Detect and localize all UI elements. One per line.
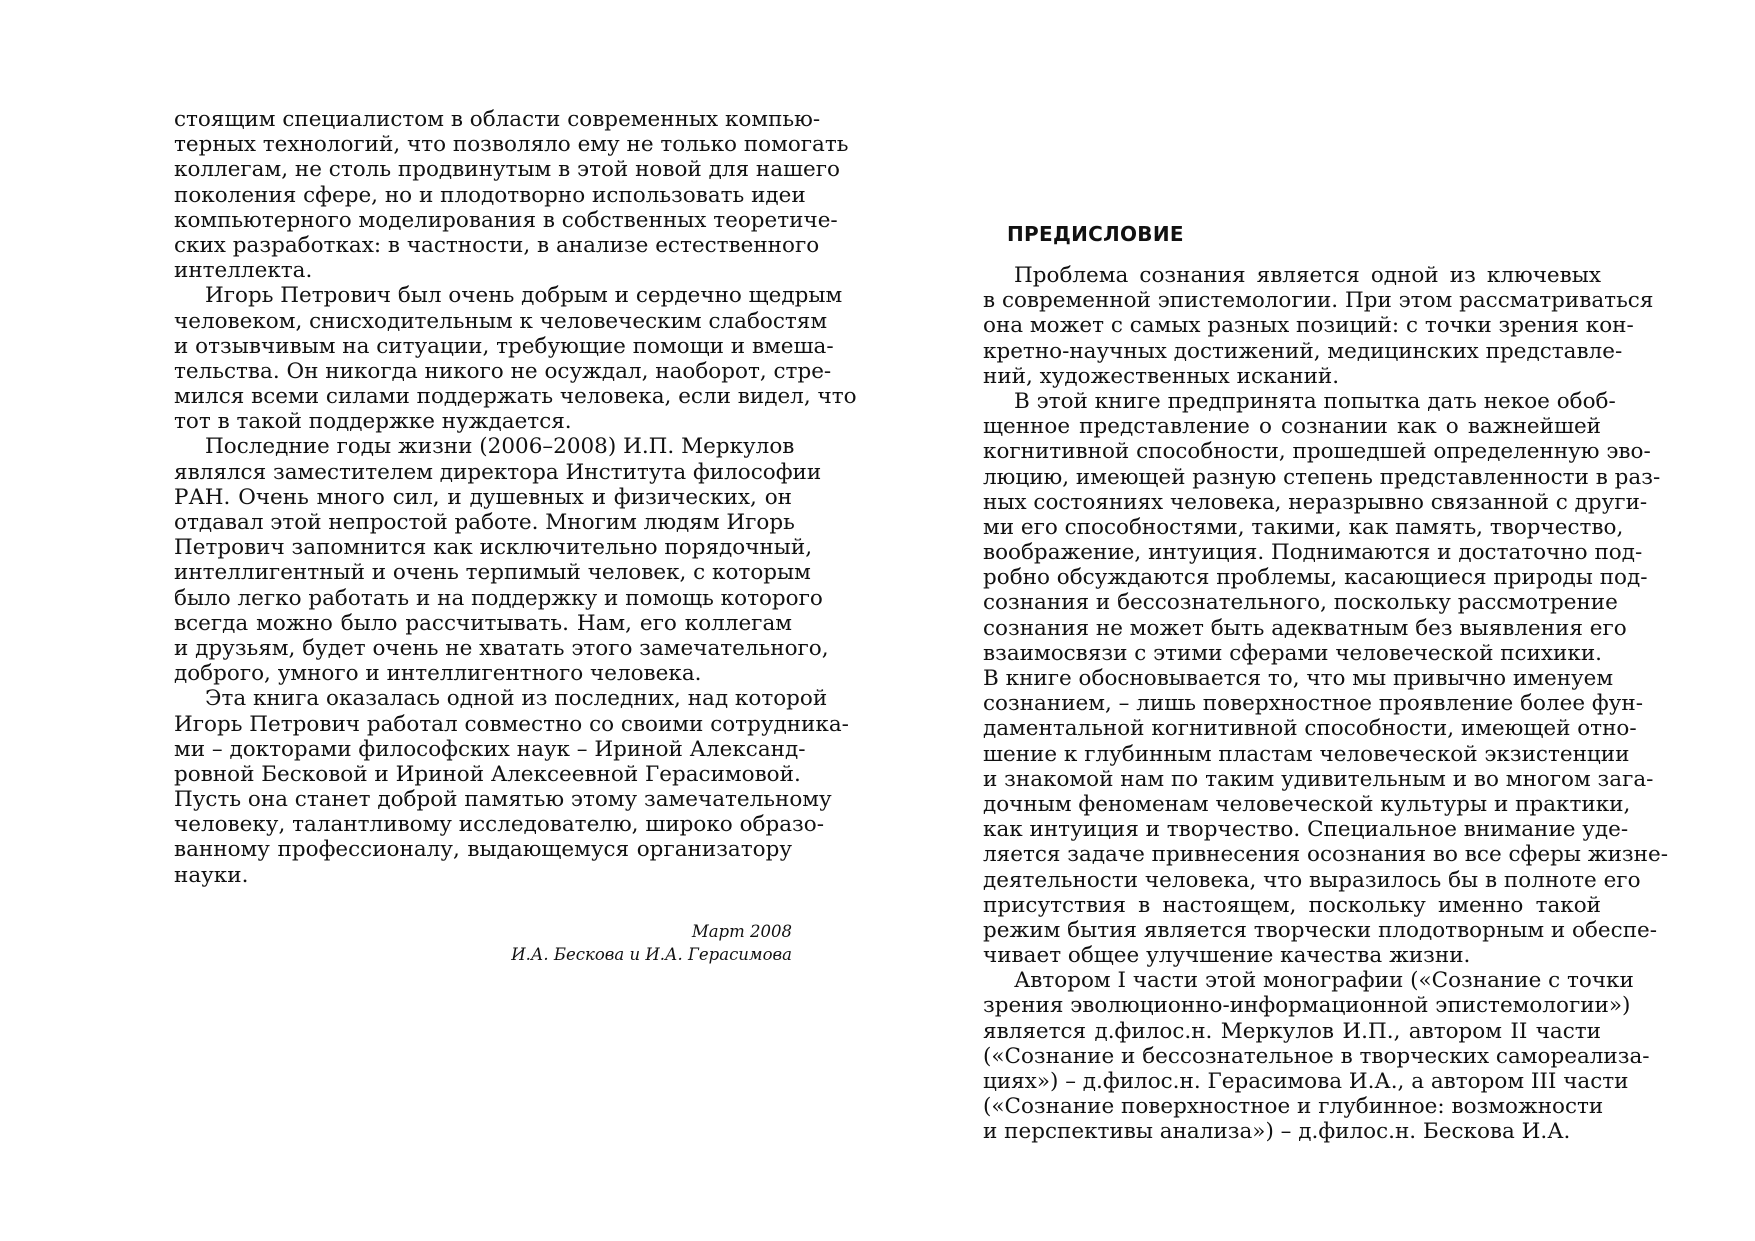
right-text-line: воображение, интуиция. Поднимаются и достаточно под- [983, 540, 1643, 566]
left-paragraph [174, 434, 829, 687]
left-text-line: интеллекта. [174, 258, 313, 284]
left-text-line: тот в такой поддержке нуждается. [174, 409, 572, 435]
signature-block [174, 920, 792, 966]
left-text-line: стоящим специалистом в области современных компью- [174, 107, 821, 132]
left-text-line: Последние годы жизни (2006–2008) И.П. Меркулов [205, 434, 795, 460]
left-text-line: коллегам, не столь продвинутым в этой новой для нашего [174, 157, 840, 183]
right-text-line: циях») – д.филос.н. Герасимова И.А., а автором III части [983, 1069, 1629, 1094]
left-text-line: науки. [174, 862, 249, 888]
right-text-line: В этой книге предпринята попытка дать некое обоб- [1014, 388, 1616, 414]
left-text-line: интеллигентный и очень терпимый человек, с которым [174, 560, 811, 586]
left-text-line: ских разработках: в частности, в анализе естественного [174, 232, 820, 258]
left-text-line: являлся заместителем директора Института философии [174, 459, 822, 485]
left-text-line: доброго, умного и интеллигентного человека. [174, 661, 702, 687]
right-text-line: чивает общее улучшение качества жизни. [983, 943, 1471, 969]
right-text-line: Проблема сознания является одной из ключевых [1014, 263, 1601, 288]
right-text-line: когнитивной способности, прошедшей определенную эво- [983, 439, 1651, 465]
right-text-line: («Сознание и бессознательное в творческих самореализа- [983, 1043, 1650, 1069]
left-text-line: и отзывчивым на ситуации, требующие помощи и вмеша- [174, 333, 834, 359]
left-page [0, 0, 877, 1241]
right-text-line: в современной эпистемологии. При этом рассматриваться [983, 288, 1654, 314]
right-text-line: и знакомой нам по таким удивительным и во многом зага- [983, 766, 1654, 792]
signature-date: Март 2008 [691, 922, 792, 941]
right-text-line: сознания не может быть адекватным без выявления его [983, 615, 1627, 641]
left-text-line: Пусть она станет доброй памятью этому замечательному [174, 787, 832, 813]
right-paragraph [983, 263, 1654, 389]
right-text-line: как интуиция и творчество. Специальное внимание уде- [983, 817, 1629, 843]
left-text-line: было легко работать и на поддержку и помощь которого [174, 585, 823, 611]
right-text-line: люцию, имеющей разную степень представленности в раз- [983, 464, 1661, 490]
left-paragraph [174, 283, 857, 435]
left-text-line: тельства. Он никогда никого не осуждал, наоборот, стре- [174, 358, 832, 384]
left-text-line: поколения сфере, но и плодотворно использовать идеи [174, 182, 806, 208]
signature-authors: И.А. Бескова и И.А. Герасимова [511, 945, 792, 964]
right-text-line: В книге обосновывается то, что мы привычно именуем [983, 666, 1614, 691]
right-page [877, 0, 1755, 1241]
left-text-line: Эта книга оказалась одной из последних, над которой [205, 686, 828, 712]
left-text-line: РАН. Очень много сил, и душевных и физических, он [174, 484, 792, 510]
right-text-line: она может с самых разных позиций: с точки зрения кон- [983, 313, 1634, 339]
right-paragraph [983, 968, 1650, 1145]
right-text-line: ляется задаче привнесения осознания во все сферы жизне- [983, 842, 1668, 868]
left-text-line: отдавал этой непростой работе. Многим людям Игорь [174, 510, 795, 535]
left-paragraph [174, 686, 849, 888]
right-text-line: режим бытия является творчески плодотворным и обеспе- [983, 917, 1658, 943]
left-text-line: Игорь Петрович был очень добрым и сердечно щедрым [205, 283, 843, 309]
right-text-line: дочным феноменам человеческой культуры и практики, [983, 791, 1631, 817]
left-text-line: всегда можно было рассчитывать. Нам, его коллегам [174, 610, 792, 636]
right-text-line: взаимосвязи с этими сферами человеческой психики. [983, 640, 1602, 666]
right-text-line: зрения эволюционно-информационной эпистемологии») [983, 993, 1631, 1019]
right-text-line: присутствия в настоящем, поскольку именно такой [983, 892, 1601, 918]
left-text-line: терных технологий, что позволяло ему не только помогать [174, 132, 849, 158]
left-text-line: Игорь Петрович работал совместно со своими сотрудника- [174, 711, 849, 737]
left-text-line: ровной Бесковой и Ириной Алексеевной Герасимовой. [174, 761, 801, 787]
left-text-line: компьютерного моделирования в собственных теоретиче- [174, 207, 838, 233]
left-text-line: человеком, снисходительным к человеческим слабостям [174, 308, 828, 334]
right-text-line: Автором I части этой монографии («Сознание с точки [1014, 968, 1634, 994]
right-text-line: сознания и бессознательного, поскольку рассмотрение [983, 590, 1618, 616]
right-text-line: ми его способностями, такими, как память, творчество, [983, 514, 1624, 540]
left-page-text-column [174, 107, 857, 888]
right-text-line: («Сознание поверхностное и глубинное: возможности [983, 1094, 1604, 1120]
left-text-line: ми – докторами философских наук – Ириной Александ- [174, 736, 806, 762]
right-paragraph [983, 388, 1668, 969]
left-text-line: и друзьям, будет очень не хватать этого замечательного, [174, 635, 829, 661]
right-text-line: кретно-научных достижений, медицинских представле- [983, 338, 1623, 364]
right-text-line: деятельности человека, что выразилось бы в полноте его [983, 867, 1641, 893]
right-text-line: робно обсуждаются проблемы, касающиеся природы под- [983, 565, 1648, 591]
left-text-line: Петрович запомнится как исключительно порядочный, [174, 535, 813, 561]
right-text-line: сознанием, – лишь поверхностное проявление более фун- [983, 691, 1643, 717]
left-text-line: ванному профессионалу, выдающемуся организатору [174, 837, 792, 863]
right-page-text-column [983, 263, 1668, 1145]
section-heading: ПРЕДИСЛОВИЕ [1007, 222, 1184, 246]
left-text-line: человеку, талантливому исследователю, широко образо- [174, 812, 824, 838]
right-text-line: шение к глубинным пластам человеческой экзистенции [983, 741, 1630, 767]
right-text-line: даментальной когнитивной способности, имеющей отно- [983, 716, 1637, 742]
right-text-line: является д.филос.н. Меркулов И.П., автором II части [983, 1018, 1601, 1044]
right-text-line: ных состояниях человека, неразрывно связанной с други- [983, 489, 1648, 515]
right-text-line: щенное представление о сознании как о важнейшей [983, 414, 1601, 440]
left-text-line: мился всеми силами поддержать человека, если видел, что [174, 384, 857, 410]
left-paragraph [174, 107, 849, 284]
right-text-line: и перспективы анализа») – д.филос.н. Бескова И.А. [983, 1119, 1571, 1145]
right-text-line: ний, художественных исканий. [983, 363, 1340, 389]
